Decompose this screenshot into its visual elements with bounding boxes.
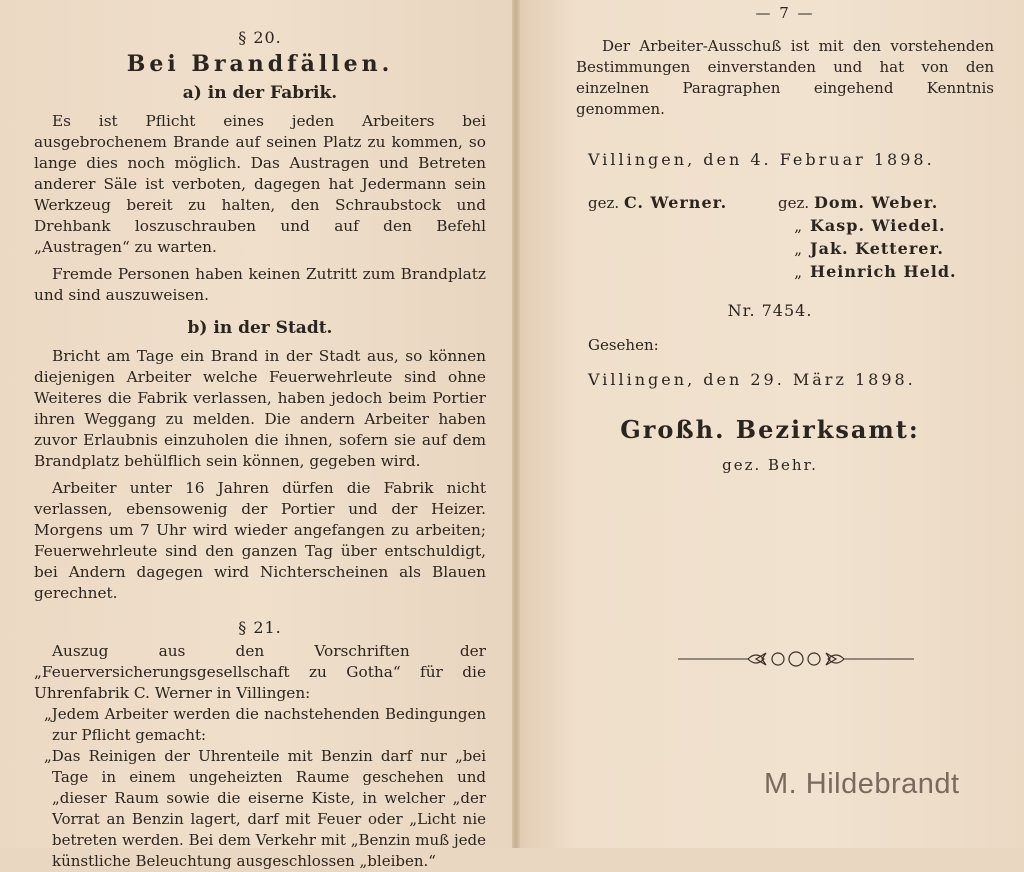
book-spine xyxy=(512,0,520,848)
paragraph-insurance-excerpt: Auszug aus den Vorschriften der „Feuerversicherungsgesellschaft zu Gotha“ für die Uhrenfabrik C. Werner in Villingen: xyxy=(34,642,486,702)
ditto-mark: „ xyxy=(794,263,802,281)
district-office-title: Großh. Bezirksamt: xyxy=(620,415,920,444)
signature-name: Kasp. Wiedel. xyxy=(810,216,946,235)
signature-name: Jak. Ketterer. xyxy=(810,239,944,258)
paragraph-young-workers: Arbeiter unter 16 Jahren dürfen die Fabrik nicht verlassen, ebensowenig der Portier und der Heizer. Morgens um 7 Uhr wird wieder angefangen zu arbeiten; Feuerwehrleute sind den ganzen Tag über entschuldigt, bei Andern dagegen wird Nichterscheinen als Blauen gerechnet. xyxy=(34,479,486,602)
ditto-mark: „ xyxy=(794,217,802,235)
quote-benzin-rules: „Das Reinigen der Uhrenteile mit Benzin darf nur „bei Tage in einem ungeheizten Raume geschehen und „dieser Raum sowie die eiserne Kiste, in welcher „der Vorrat an Benzin lagert, darf mit Feuer oder „Licht nie betreten werden. Bei dem Verkehr mit „Benzin muß jede künstliche Beleuchtung ausgeschlossen „bleiben.“ xyxy=(44,747,486,870)
page-number: — 7 — xyxy=(755,4,815,22)
signature-name: Heinrich Held. xyxy=(810,262,957,281)
signature-werner xyxy=(588,191,778,214)
document-number: Nr. 7454. xyxy=(727,301,813,320)
section-21-heading: § 21. xyxy=(238,618,282,637)
seen-label: Gesehen: xyxy=(588,336,659,354)
signature-name: C. Werner. xyxy=(623,193,728,212)
signature-block xyxy=(588,191,957,283)
subheading-city: b) in der Stadt. xyxy=(187,318,333,338)
signature-ketterer xyxy=(778,237,957,260)
subheading-factory: a) in der Fabrik. xyxy=(182,83,338,103)
official-signature: gez. Behr. xyxy=(722,456,818,474)
paragraph-strangers: Fremde Personen haben keinen Zutritt zum Brandplatz und sind auszuweisen. xyxy=(34,265,486,304)
signature-wiedel xyxy=(778,214,957,237)
signature-held xyxy=(778,260,957,283)
right-page xyxy=(516,0,1024,848)
signature-weber xyxy=(778,191,957,214)
ornament-divider-icon xyxy=(678,644,914,674)
gez-label: gez. xyxy=(778,194,810,212)
paragraph-factory-duty: Es ist Pflicht eines jeden Arbeiters bei ausgebrochenem Brande auf seinen Platz zu kommen, so lange dies noch möglich. Das Austragen und Betreten anderer Säle ist verboten, dagegen hat Jedermann sein Werkzeug bereit zu halten, den Schraubstock und Drehbank loszuschrauben und auf den Befehl „Austragen“ zu warten. xyxy=(34,112,486,256)
paragraph-city-fire: Bricht am Tage ein Brand in der Stadt aus, so können diejenigen Arbeiter welche Feuerwehrleute sind ohne Weiteres die Fabrik verlassen, haben jedoch beim Portier ihren Weggang zu melden. Die andern Arbeiter haben zuvor Erlaubnis einzuholen die ihnen, sofern sie auf dem Brandplatz behülflich sein können, gegeben wird. xyxy=(34,347,486,470)
section-20-heading: § 20. xyxy=(238,28,282,47)
fire-title: Bei Brandfällen. xyxy=(126,51,394,77)
date-february: Villingen, den 4. Februar 1898. xyxy=(588,150,935,169)
gez-label: gez. xyxy=(588,194,620,212)
committee-statement: Der Arbeiter-Ausschuß ist mit den vorstehenden Bestimmungen einverstanden und hat von den einzelnen Paragraphen eingehend Kenntnis genommen. xyxy=(576,37,994,118)
ditto-mark: „ xyxy=(794,240,802,258)
watermark-text: M. Hildebrandt xyxy=(764,768,960,800)
date-march: Villingen, den 29. März 1898. xyxy=(588,370,916,389)
quote-conditions: „Jedem Arbeiter werden die nachstehenden Bedingungen zur Pflicht gemacht: xyxy=(44,705,486,744)
signature-name: Dom. Weber. xyxy=(813,193,939,212)
